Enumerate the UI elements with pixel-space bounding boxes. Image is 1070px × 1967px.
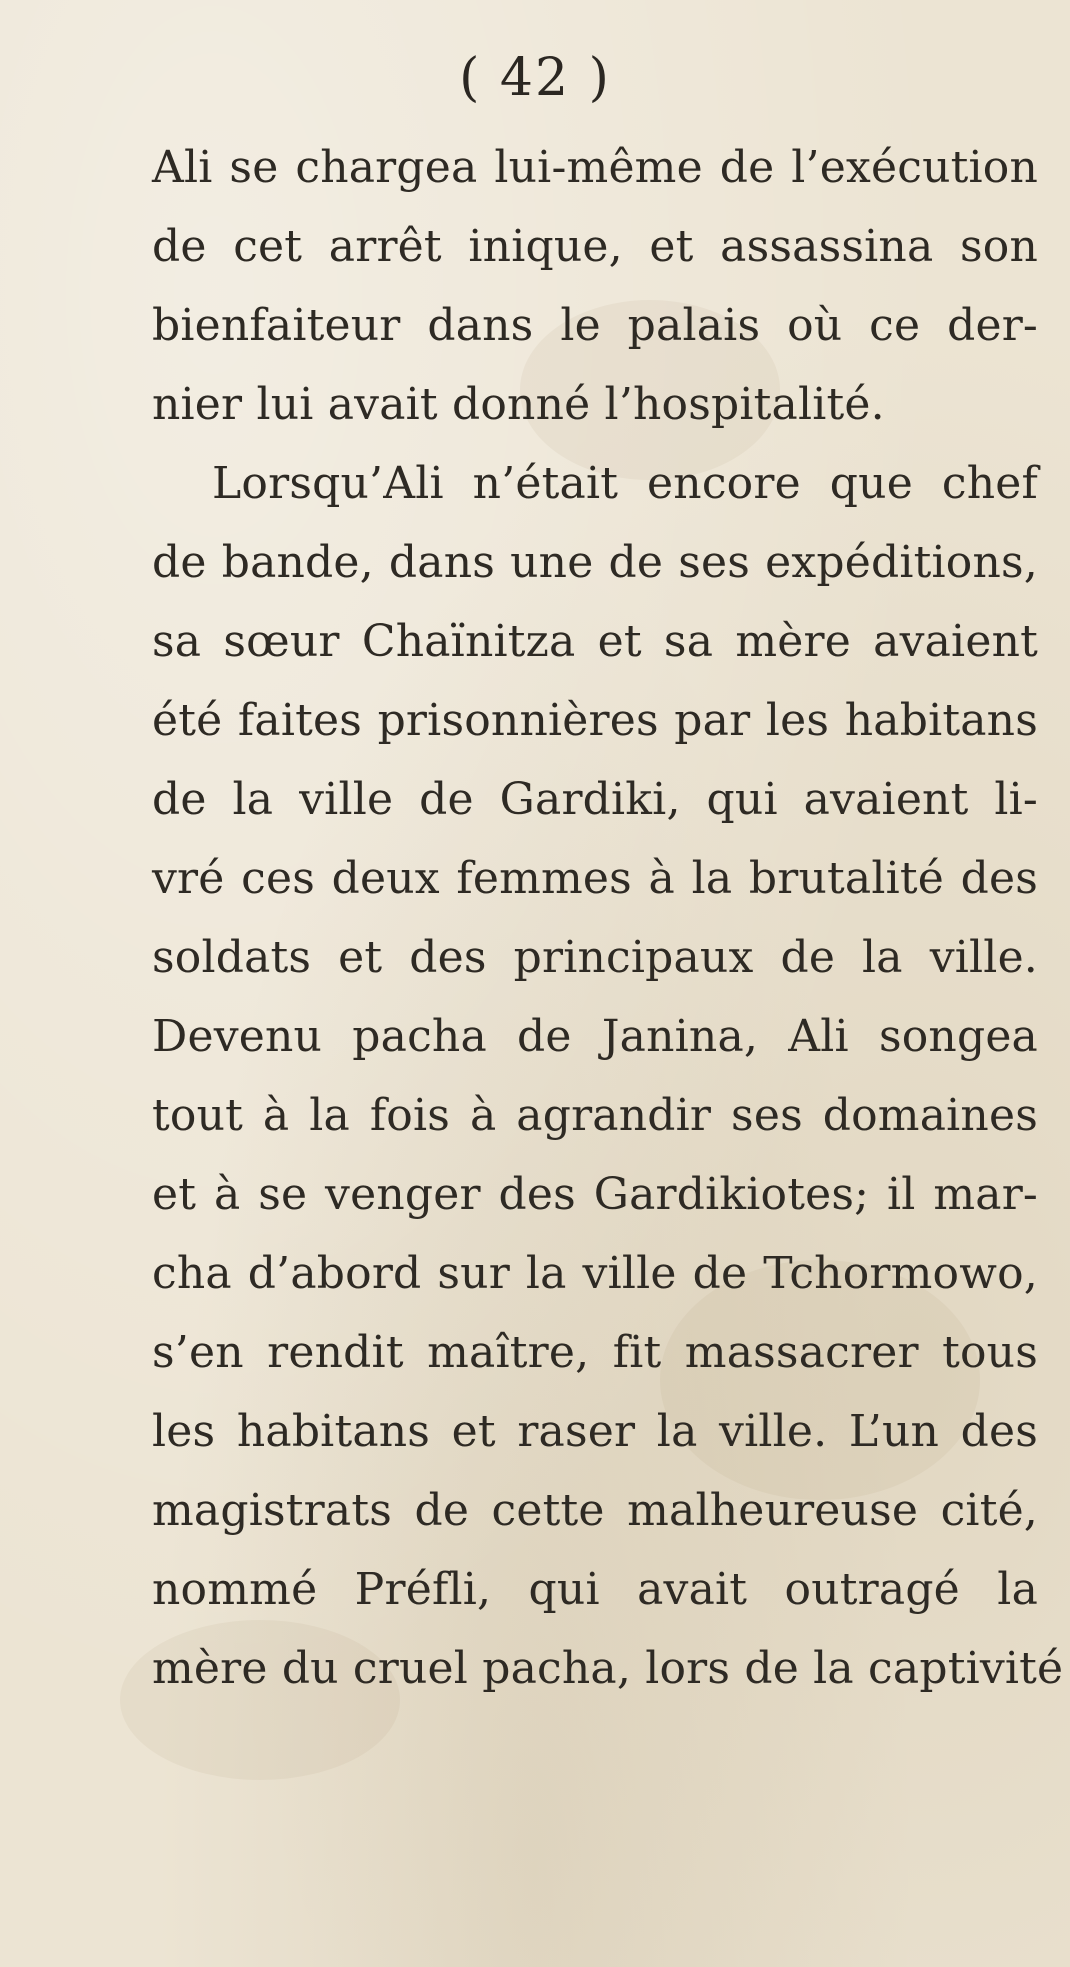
text-line: soldats et des principaux de la ville. xyxy=(152,932,1038,983)
text-line: nommé Préfli, qui avait outragé la xyxy=(152,1564,1038,1615)
text-line: vré ces deux femmes à la brutalité des xyxy=(152,853,1038,904)
text-line: de bande, dans une de ses expéditions, xyxy=(152,537,1038,588)
text-line: de la ville de Gardiki, qui avaient li- xyxy=(152,774,1038,825)
text-line: sa sœur Chaïnitza et sa mère avaient xyxy=(152,616,1038,667)
text-line: tout à la fois à agrandir ses domaines xyxy=(152,1090,1038,1141)
text-line: été faites prisonnières par les habitans xyxy=(152,695,1038,746)
body-text xyxy=(152,128,1064,1708)
text-line: Ali se chargea lui-même de l’exécution xyxy=(152,142,1038,193)
text-line: cha d’abord sur la ville de Tchormowo, xyxy=(152,1248,1038,1299)
text-line: magistrats de cette malheureuse cité, xyxy=(152,1485,1038,1536)
text-line: nier lui avait donné l’hospitalité. xyxy=(152,379,885,430)
text-line: bienfaiteur dans le palais où ce der- xyxy=(152,300,1038,351)
text-line: mère du cruel pacha, lors de la captivité xyxy=(152,1643,1064,1694)
page-number: ( 42 ) xyxy=(459,48,611,108)
text-line: Lorsqu’Ali n’était encore que chef xyxy=(212,458,1038,509)
text-line: de cet arrêt inique, et assassina son xyxy=(152,221,1038,272)
text-line: les habitans et raser la ville. L’un des xyxy=(152,1406,1038,1457)
text-line: s’en rendit maître, fit massacrer tous xyxy=(152,1327,1038,1378)
text-line: et à se venger des Gardikiotes; il mar- xyxy=(152,1169,1038,1220)
text-line: Devenu pacha de Janina, Ali songea xyxy=(152,1011,1038,1062)
